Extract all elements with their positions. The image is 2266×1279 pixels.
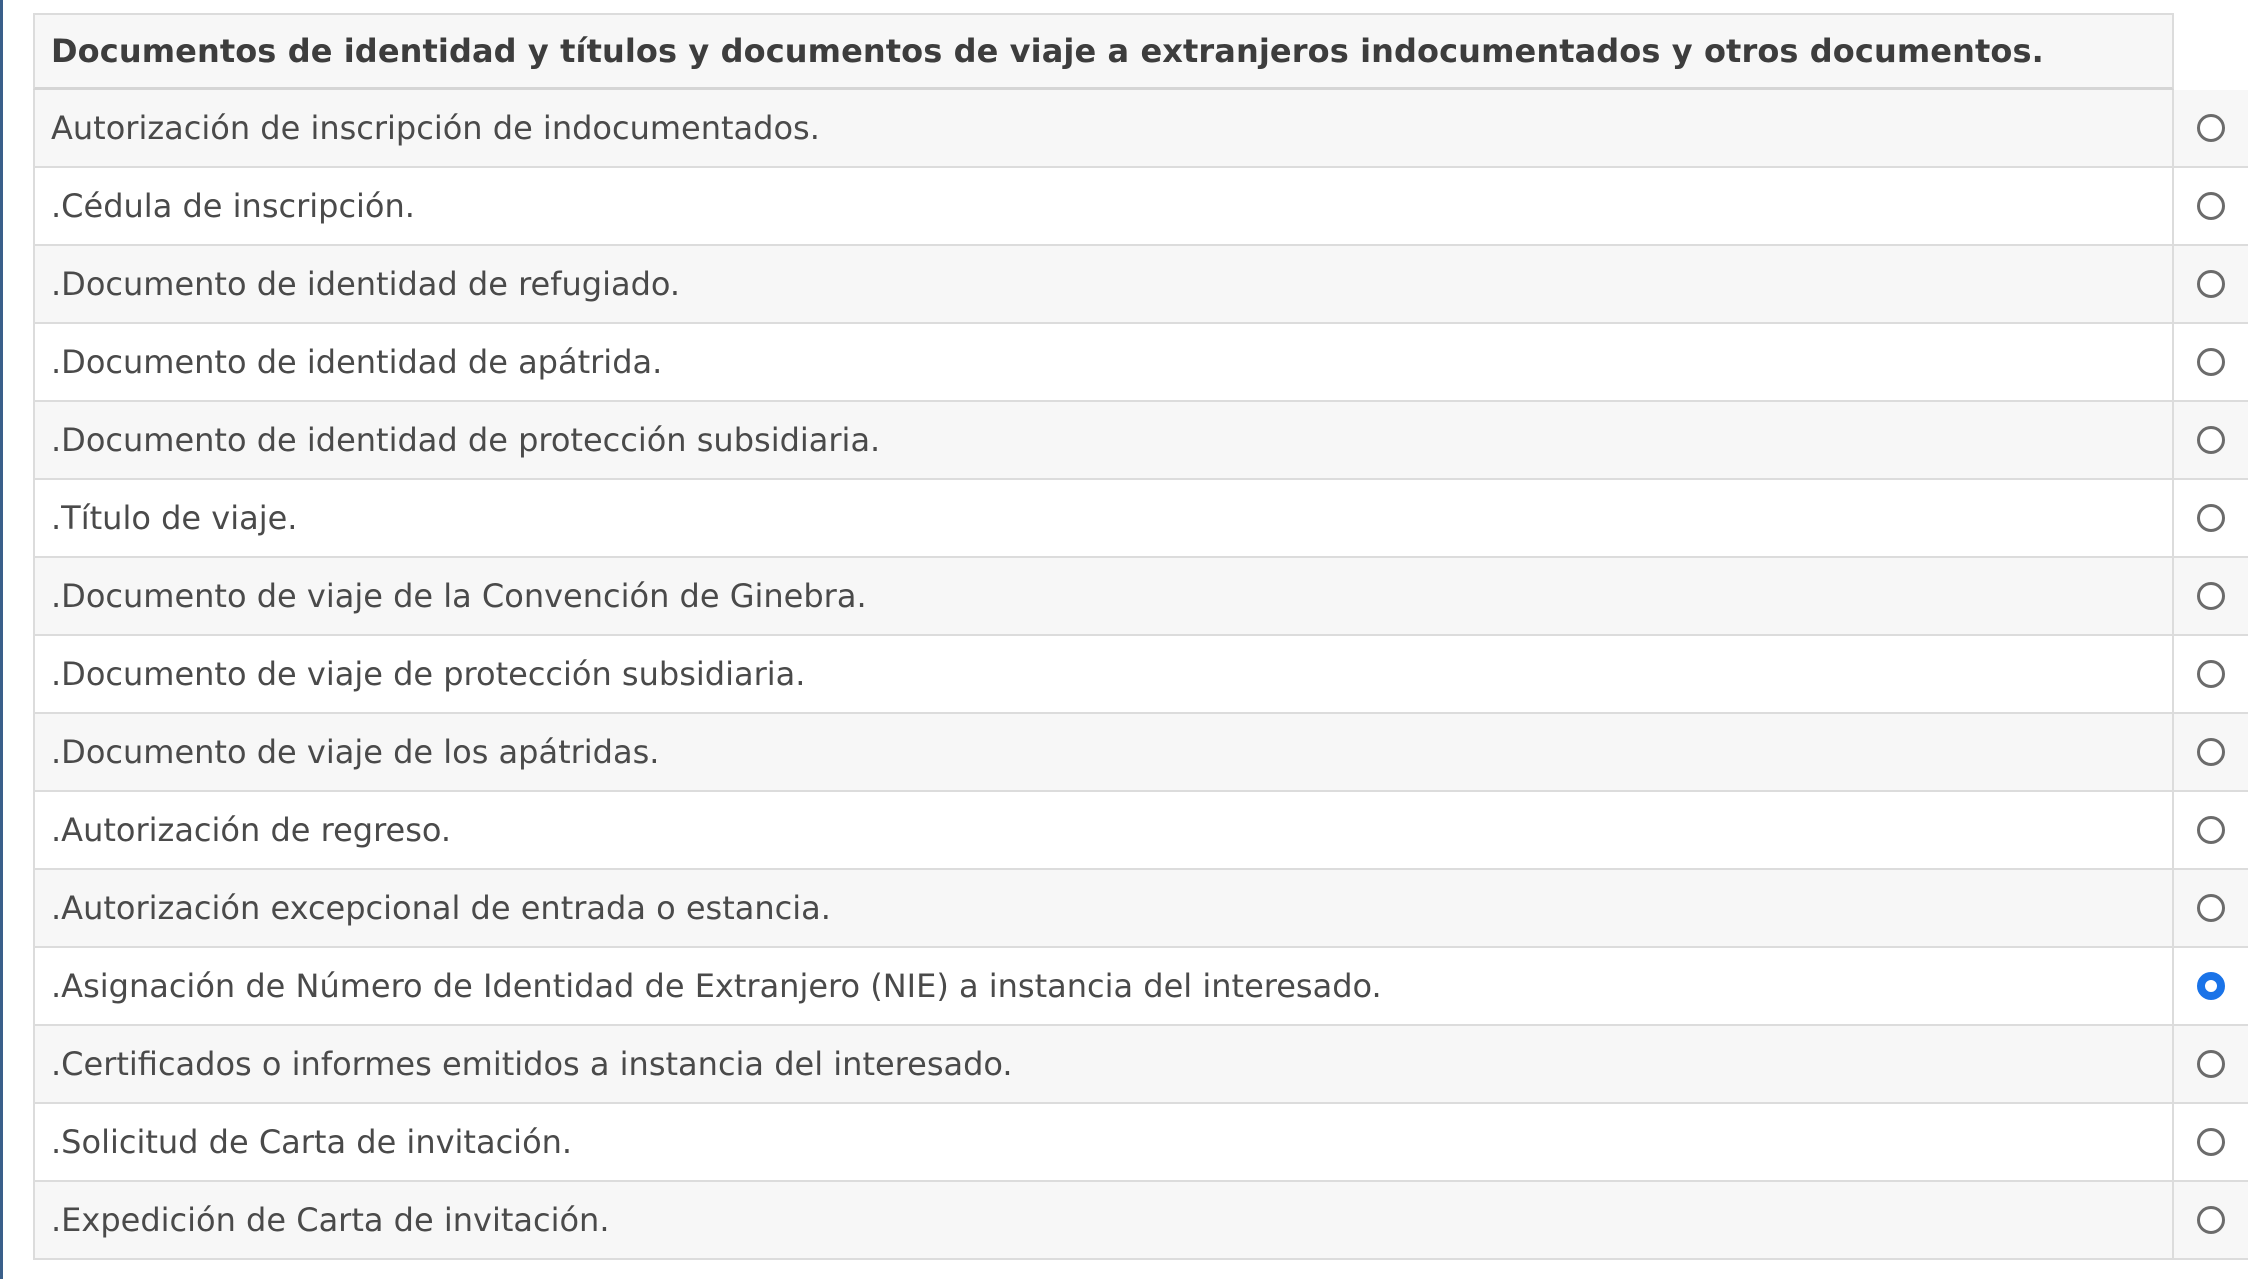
option-label: .Expedición de Carta de invitación. [35,1182,2174,1258]
radio-cell [2174,948,2248,1024]
radio-cell [2174,870,2248,946]
table-row[interactable] [33,168,2248,246]
radio-cell [2174,714,2248,790]
table-body [33,90,2248,1260]
table-row[interactable] [33,1182,2248,1260]
radio-button[interactable] [2197,504,2225,532]
option-label: .Asignación de Número de Identidad de Extranjero (NIE) a instancia del interesado. [35,948,2174,1024]
option-label: .Documento de identidad de protección subsidiaria. [35,402,2174,478]
radio-cell [2174,324,2248,400]
table-row[interactable] [33,636,2248,714]
option-label: Autorización de inscripción de indocumentados. [35,90,2174,166]
option-label: .Certificados o informes emitidos a instancia del interesado. [35,1026,2174,1102]
option-label: .Documento de viaje de los apátridas. [35,714,2174,790]
document-type-table [33,13,2248,1260]
table-row[interactable] [33,1026,2248,1104]
option-label: .Documento de viaje de la Convención de Ginebra. [35,558,2174,634]
radio-button[interactable] [2197,192,2225,220]
radio-cell [2174,246,2248,322]
radio-cell [2174,480,2248,556]
table-row[interactable] [33,480,2248,558]
table-header-title: Documentos de identidad y títulos y documentos de viaje a extranjeros indocumentados y otros documentos. [51,32,2044,70]
table-row[interactable] [33,558,2248,636]
radio-cell [2174,792,2248,868]
option-label: .Autorización de regreso. [35,792,2174,868]
radio-button[interactable] [2197,1128,2225,1156]
table-row[interactable] [33,246,2248,324]
table-row[interactable] [33,402,2248,480]
option-label: .Documento de identidad de apátrida. [35,324,2174,400]
radio-button[interactable] [2197,348,2225,376]
option-label: .Cédula de inscripción. [35,168,2174,244]
option-label: .Autorización excepcional de entrada o estancia. [35,870,2174,946]
option-label: .Documento de viaje de protección subsidiaria. [35,636,2174,712]
table-header-row [33,13,2174,90]
radio-cell [2174,558,2248,634]
radio-cell [2174,1104,2248,1180]
radio-button[interactable] [2197,426,2225,454]
option-label: .Documento de identidad de refugiado. [35,246,2174,322]
radio-button[interactable] [2197,1050,2225,1078]
table-row[interactable] [33,90,2248,168]
radio-button[interactable] [2197,582,2225,610]
table-row[interactable] [33,1104,2248,1182]
radio-cell [2174,1026,2248,1102]
radio-cell [2174,90,2248,166]
radio-cell [2174,402,2248,478]
radio-button[interactable] [2197,894,2225,922]
table-row[interactable] [33,792,2248,870]
radio-button[interactable] [2197,114,2225,142]
radio-button[interactable] [2197,660,2225,688]
option-label: .Título de viaje. [35,480,2174,556]
radio-button[interactable] [2197,270,2225,298]
option-label: .Solicitud de Carta de invitación. [35,1104,2174,1180]
radio-cell [2174,168,2248,244]
radio-cell [2174,636,2248,712]
radio-cell [2174,1182,2248,1258]
radio-button[interactable] [2197,1206,2225,1234]
table-row[interactable] [33,324,2248,402]
radio-button-selected[interactable] [2197,972,2225,1000]
radio-button[interactable] [2197,816,2225,844]
left-edge-bar [0,0,3,1279]
table-row[interactable] [33,948,2248,1026]
table-row[interactable] [33,870,2248,948]
radio-button[interactable] [2197,738,2225,766]
table-row[interactable] [33,714,2248,792]
